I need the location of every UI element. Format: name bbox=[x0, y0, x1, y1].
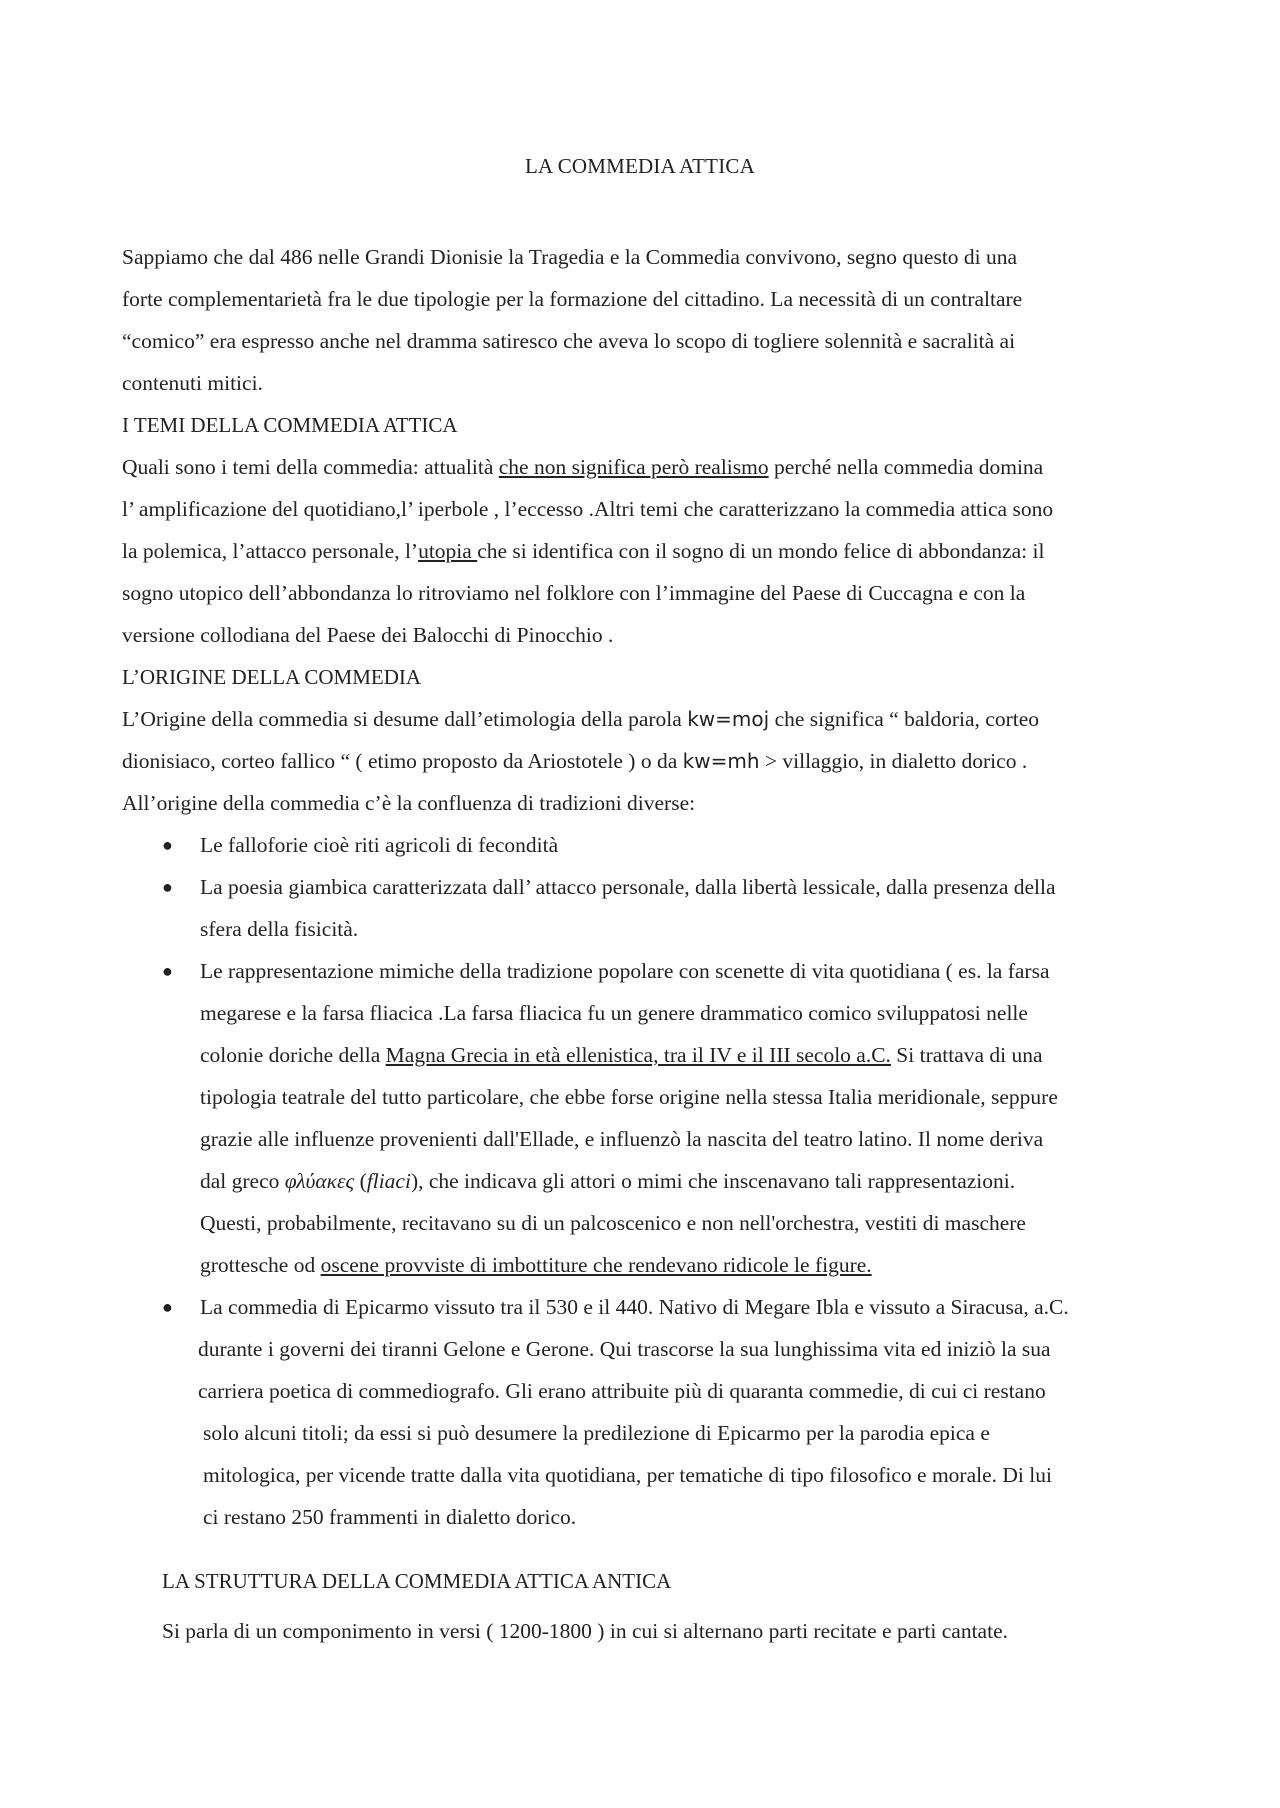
bullet-marker: ● bbox=[162, 877, 173, 897]
origine-paragraph bbox=[122, 698, 1172, 824]
document-body bbox=[122, 236, 1172, 1538]
text-line bbox=[122, 698, 1172, 740]
underlined-text: che non significa però realismo bbox=[498, 455, 769, 479]
text-line bbox=[122, 740, 1172, 782]
bullet-marker: ● bbox=[162, 835, 173, 855]
text-span: che si identifica con il sogno di un mondo felice di abbondanza: il bbox=[477, 539, 1045, 563]
text-line: Sappiamo che dal 486 nelle Grandi Dionisie la Tragedia e la Commedia convivono, segno questo di una bbox=[122, 245, 1018, 269]
text-line bbox=[200, 1034, 1172, 1076]
underlined-text: oscene provviste di imbottiture che rendevano ridicole le figure. bbox=[320, 1253, 872, 1277]
text-line: “comico” era espresso anche nel dramma satiresco che aveva lo scopo di togliere solennità e sacralità ai bbox=[122, 329, 1016, 353]
text-span: grottesche od bbox=[200, 1253, 321, 1277]
text-span: ), che indicava gli attori o mimi che inscenavano tali rappresentazioni. bbox=[410, 1169, 1016, 1193]
text-span: la polemica, l’attacco personale, l’ bbox=[122, 539, 419, 563]
page-title: LA COMMEDIA ATTICA bbox=[525, 154, 755, 178]
list-item bbox=[122, 824, 1172, 866]
text-line bbox=[200, 1244, 1172, 1286]
text-line: durante i governi dei tiranni Gelone e Gerone. Qui trascorse la sua lunghissima vita ed iniziò la sua bbox=[198, 1337, 1051, 1361]
temi-paragraph bbox=[122, 446, 1172, 656]
text-line: megarese e la farsa fliacica .La farsa fliacica fu un genere drammatico comico sviluppatosi nelle bbox=[200, 1001, 1028, 1025]
text-span: perché nella commedia domina bbox=[768, 455, 1044, 479]
bullet-list bbox=[122, 824, 1172, 1538]
text-span: dionisiaco, corteo fallico “ ( etimo proposto da Ariostotele ) o da bbox=[122, 749, 683, 773]
text-line: carriera poetica di commediografo. Gli erano attribuite più di quaranta commedie, di cui ci restano bbox=[198, 1379, 1046, 1403]
text-line bbox=[122, 530, 1172, 572]
text-line bbox=[200, 1160, 1172, 1202]
text-line: forte complementarietà fra le due tipologie per la formazione del cittadino. La necessità di un contraltare bbox=[122, 287, 1023, 311]
text-line: solo alcuni titoli; da essi si può desumere la predilezione di Epicarmo per la parodia epica e bbox=[203, 1421, 990, 1445]
text-line: Si parla di un componimento in versi ( 1200-1800 ) in cui si alternano parti recitate e parti cantate. bbox=[162, 1619, 1008, 1643]
text-line: ci restano 250 frammenti in dialetto dorico. bbox=[203, 1505, 577, 1529]
greek-word-transliteration: kw=mh bbox=[682, 749, 760, 773]
text-line: contenuti mitici. bbox=[122, 371, 263, 395]
greek-word: φλύακες bbox=[284, 1169, 355, 1193]
section-heading-origine: L’ORIGINE DELLA COMMEDIA bbox=[122, 665, 422, 689]
struttura-section bbox=[162, 1560, 1182, 1652]
intro-paragraph bbox=[122, 236, 1172, 404]
section-heading-struttura: LA STRUTTURA DELLA COMMEDIA ATTICA ANTICA bbox=[162, 1569, 672, 1593]
text-span: L’Origine della commedia si desume dall’etimologia della parola bbox=[122, 707, 688, 731]
underlined-text: Magna Grecia in età ellenistica, tra il IV e il III secolo a.C. bbox=[385, 1043, 891, 1067]
text-span: Quali sono i temi della commedia: attualità bbox=[122, 455, 499, 479]
list-item bbox=[122, 950, 1172, 1286]
text-line bbox=[122, 446, 1172, 488]
text-line: tipologia teatrale del tutto particolare, che ebbe forse origine nella stessa Italia meridionale, seppure bbox=[200, 1085, 1058, 1109]
italic-word: fliaci bbox=[366, 1169, 411, 1193]
text-line: sfera della fisicità. bbox=[200, 917, 359, 941]
text-line: All’origine della commedia c’è la confluenza di tradizioni diverse: bbox=[122, 791, 696, 815]
bullet-marker: ● bbox=[162, 961, 173, 981]
text-span: colonie doriche della bbox=[200, 1043, 386, 1067]
text-line: Le falloforie cioè riti agricoli di fecondità bbox=[200, 833, 559, 857]
text-line: versione collodiana del Paese dei Balocchi di Pinocchio . bbox=[122, 623, 614, 647]
text-line: mitologica, per vicende tratte dalla vita quotidiana, per tematiche di tipo filosofico e morale. Di lui bbox=[203, 1463, 1052, 1487]
text-line: grazie alle influenze provenienti dall'Ellade, e influenzò la nascita del teatro latino. Il nome deriva bbox=[200, 1127, 1044, 1151]
text-line: Questi, probabilmente, recitavano su di un palcoscenico e non nell'orchestra, vestiti di maschere bbox=[200, 1211, 1026, 1235]
text-span: dal greco bbox=[200, 1169, 285, 1193]
text-span: > villaggio, in dialetto dorico . bbox=[759, 749, 1028, 773]
underlined-text: utopia bbox=[418, 539, 478, 563]
text-line: La poesia giambica caratterizzata dall’ attacco personale, dalla libertà lessicale, dalla presenza della bbox=[200, 875, 1056, 899]
bullet-marker: ● bbox=[162, 1297, 173, 1317]
greek-word-transliteration: kw=moj bbox=[687, 707, 770, 731]
text-line: Le rappresentazione mimiche della tradizione popolare con scenette di vita quotidiana ( es. la farsa bbox=[200, 959, 1050, 983]
text-line: sogno utopico dell’abbondanza lo ritroviamo nel folklore con l’immagine del Paese di Cuccagna e con la bbox=[122, 581, 1026, 605]
text-line: l’ amplificazione del quotidiano,l’ iperbole , l’eccesso .Altri temi che caratterizzano la commedia attica sono bbox=[122, 497, 1054, 521]
text-span: che significa “ baldoria, corteo bbox=[769, 707, 1040, 731]
list-item bbox=[122, 1286, 1172, 1538]
text-span: ( bbox=[354, 1169, 367, 1193]
text-line: La commedia di Epicarmo vissuto tra il 530 e il 440. Nativo di Megare Ibla e vissuto a Siracusa, a.C. bbox=[200, 1295, 1069, 1319]
text-span: Si trattava di una bbox=[890, 1043, 1043, 1067]
section-heading-temi: I TEMI DELLA COMMEDIA ATTICA bbox=[122, 413, 458, 437]
list-item bbox=[122, 866, 1172, 950]
